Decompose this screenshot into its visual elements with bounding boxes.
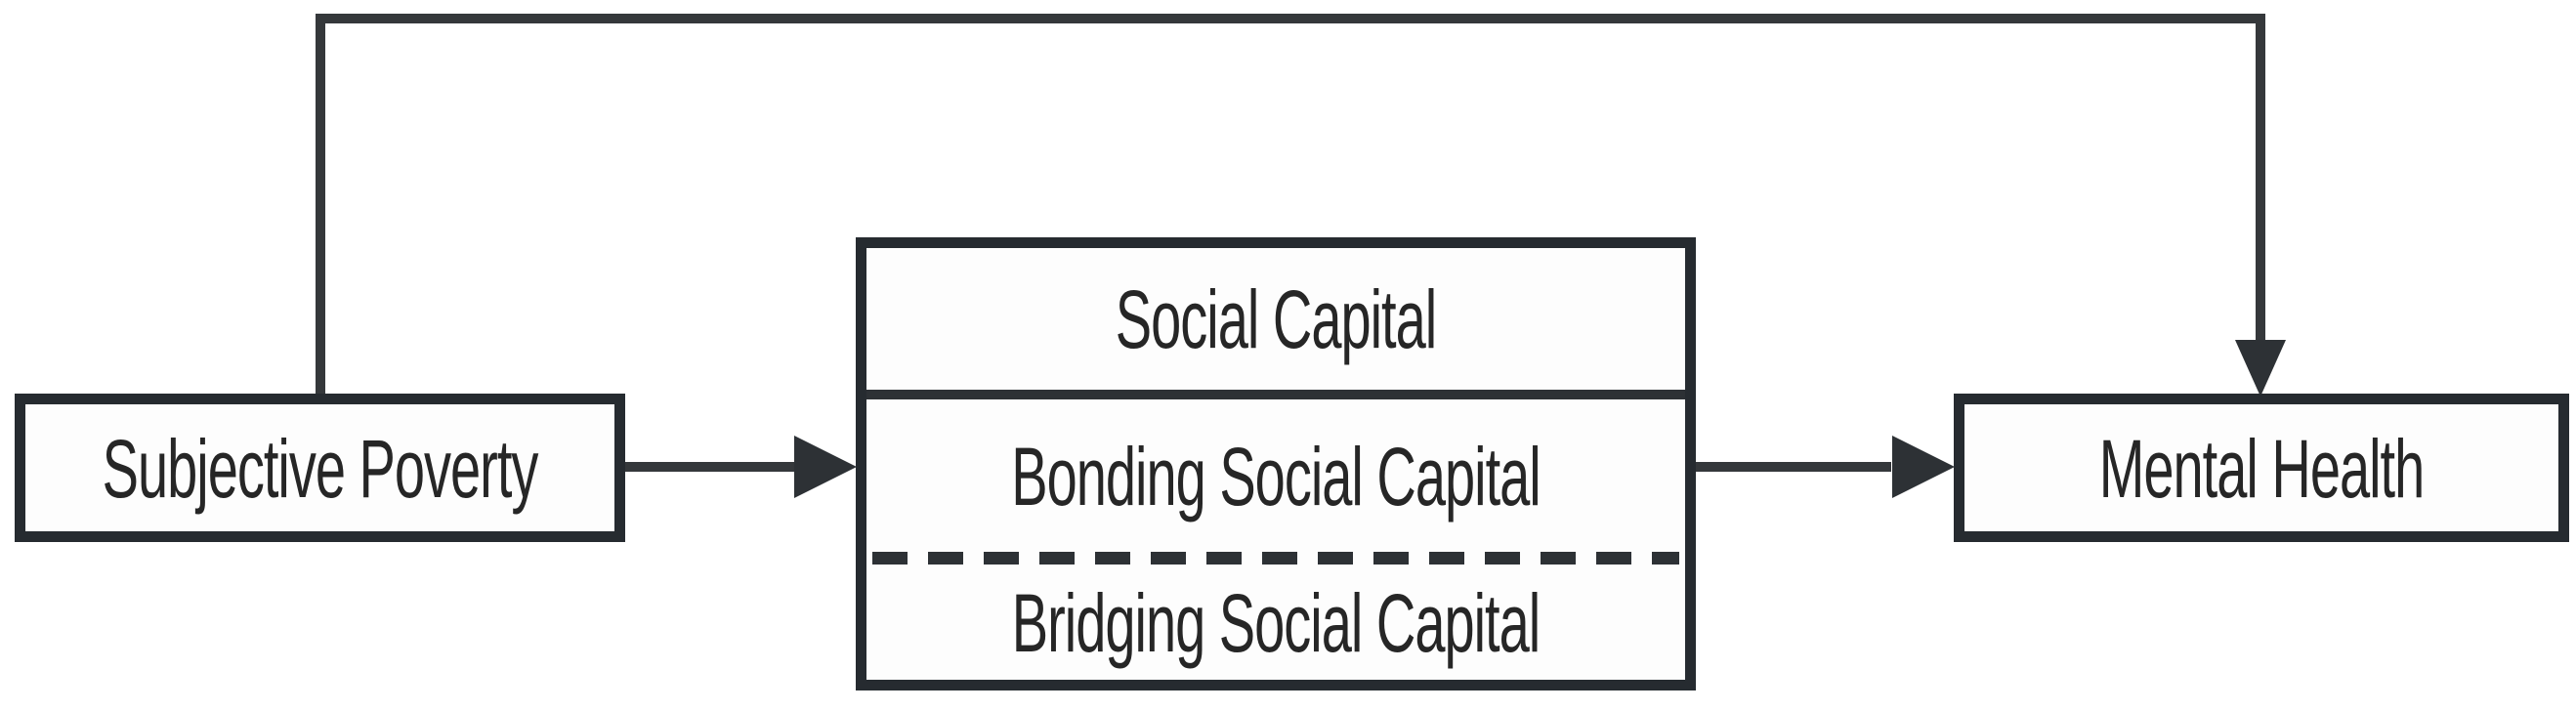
direct-edge-top-line <box>316 14 2264 23</box>
edge-poverty-to-capital-arrowhead-icon <box>794 436 857 498</box>
node-social-capital <box>856 237 1696 690</box>
node-mental-health <box>1954 394 2569 542</box>
bonding-social-capital-label: Bonding Social Capital <box>1011 429 1541 523</box>
mental-health-label: Mental Health <box>2098 421 2425 515</box>
bridging-social-capital-row <box>866 565 1685 680</box>
bonding-bridging-dashed-divider <box>872 552 1679 565</box>
edge-capital-to-health-arrowhead-icon <box>1892 436 1955 498</box>
edge-capital-to-health-line <box>1696 462 1891 472</box>
social-capital-header-row <box>866 248 1685 390</box>
node-subjective-poverty <box>15 394 625 542</box>
subjective-poverty-label: Subjective Poverty <box>102 421 538 515</box>
social-capital-label: Social Capital <box>1115 272 1437 365</box>
bonding-social-capital-row <box>866 399 1685 552</box>
direct-edge-arrowhead-icon <box>2235 340 2286 397</box>
header-solid-divider <box>866 390 1685 399</box>
edge-poverty-to-capital-line <box>625 462 797 472</box>
direct-edge-left-segment <box>316 14 325 396</box>
bridging-social-capital-label: Bridging Social Capital <box>1011 575 1541 669</box>
direct-edge-right-segment <box>2256 14 2265 342</box>
